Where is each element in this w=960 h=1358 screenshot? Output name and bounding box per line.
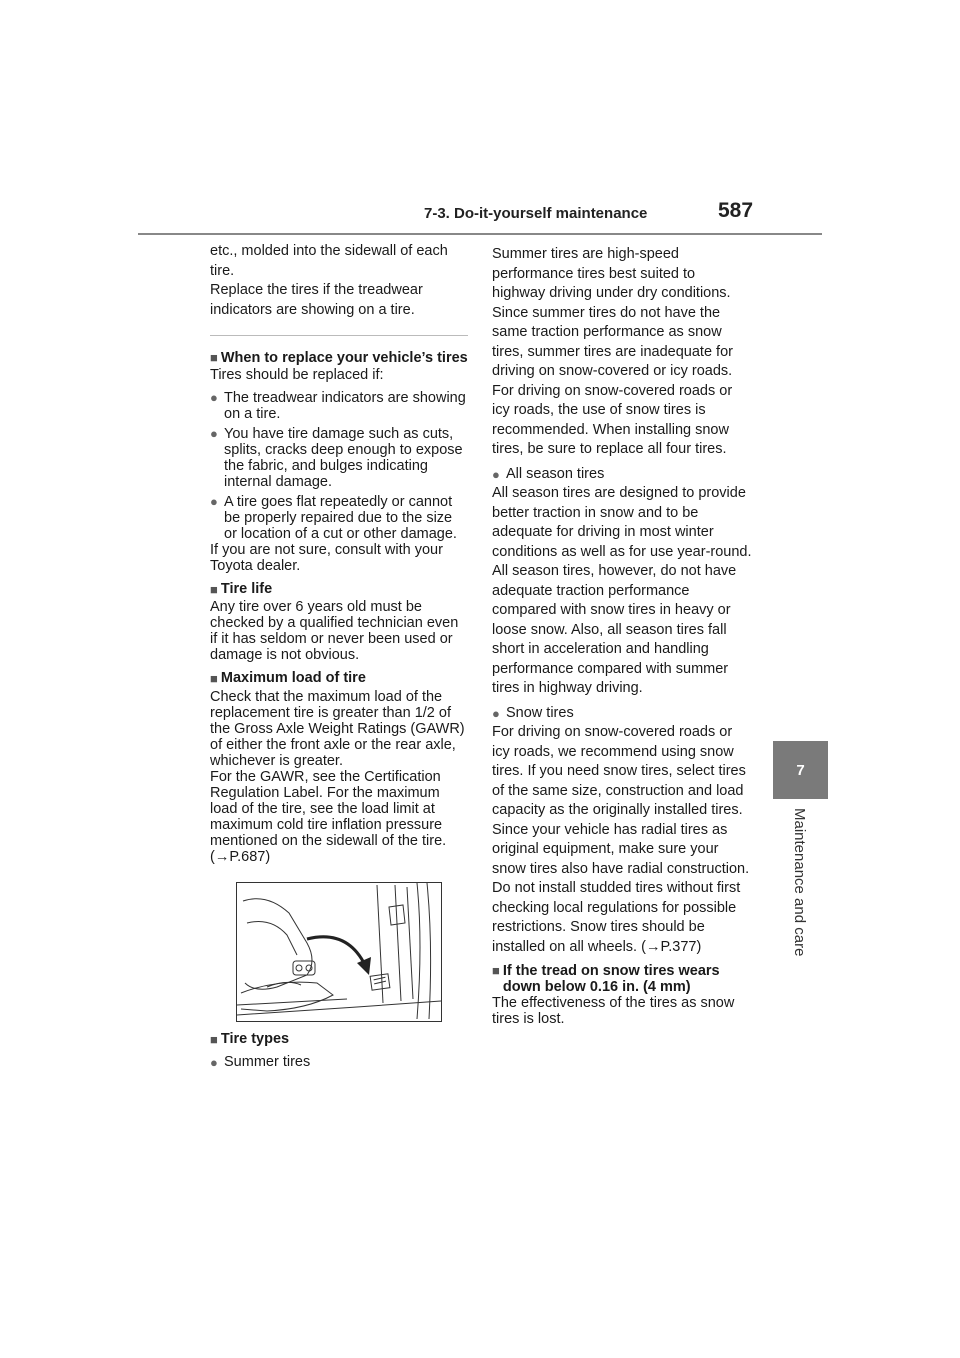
heading-text: When to replace your vehicle’s tires bbox=[220, 350, 468, 366]
heading-marker: ■ bbox=[210, 1031, 218, 1047]
heading-text: Tire life bbox=[220, 580, 273, 597]
max-load-text-1: Check that the maximum load of the replacement tire is greater than 1/2 of the Gross Axle Weight Ratings (GAWR) of either the front axle or the rear axle, whichever is greater. bbox=[210, 688, 465, 769]
tire-life-text: Any tire over 6 years old must be checked by a qualified technician even if it has seldom or never been used or damage is not obvious. bbox=[210, 599, 459, 663]
heading-text: Maximum load of tire bbox=[220, 670, 366, 686]
chapter-tab-label: Maintenance and care bbox=[791, 808, 808, 957]
heading-when-to-replace bbox=[210, 350, 468, 366]
list-item-text: Snow tires bbox=[506, 704, 574, 721]
list-item bbox=[210, 494, 468, 542]
bullet-marker: ● bbox=[492, 705, 500, 721]
replace-outro: If you are not sure, consult with your Toyota dealer. bbox=[210, 541, 443, 574]
list-item bbox=[492, 704, 752, 724]
intro-text-2: Replace the tires if the treadwear indicators are showing on a tire. bbox=[210, 282, 423, 318]
section-title: 7-3. Do-it-yourself maintenance bbox=[424, 205, 648, 222]
intro-text-1: etc., molded into the sidewall of each tire. bbox=[210, 243, 448, 279]
max-load-text-2: For the GAWR, see the Certification Regulation Label. For the maximum load of the tire, see the load limit at maximum cold tire inflation pressure mentioned on the sidewall of the tire. (→P.687) bbox=[210, 768, 447, 865]
bullet-marker: ● bbox=[210, 389, 218, 405]
list-item-text: All season tires bbox=[506, 465, 605, 482]
bullet-marker: ● bbox=[210, 493, 218, 509]
list-item bbox=[210, 426, 468, 490]
door-pillar-drawing bbox=[237, 883, 441, 1021]
list-item bbox=[492, 465, 752, 485]
snow-tires-text: For driving on snow-covered roads or icy roads, we recommend using snow tires. If you need snow tires, select tires of the same size, construction and load capacity as the originally installed tires. Since your vehicle has radial tires as original equipment, make sure your snow tires also have radial construction. Do not install studded tires without first checking local regulations for possible restrictions. Snow tires should be installed on all wheels. (→P.377) bbox=[492, 724, 750, 955]
heading-text: Tire types bbox=[220, 1030, 290, 1047]
list-item-text: You have tire damage such as cuts, splits, cracks deep enough to expose the fabric, and bulges indicating internal damage. bbox=[224, 425, 463, 490]
list-item-text: A tire goes flat repeatedly or cannot be properly repaired due to the size or location of a cut or other damage. bbox=[224, 493, 457, 542]
page-number: 587 bbox=[718, 199, 754, 222]
heading-tire-life bbox=[210, 580, 468, 600]
label-location-illustration bbox=[236, 882, 442, 1022]
snow-tread-text: The effectiveness of the tires as snow tires is lost. bbox=[492, 995, 735, 1027]
list-item-text: Summer tires bbox=[224, 1054, 311, 1070]
bullet-marker: ● bbox=[210, 425, 218, 441]
section-divider bbox=[210, 335, 468, 336]
heading-max-load bbox=[210, 669, 468, 689]
all-season-text: All season tires are designed to provide better traction in snow and to be adequate for driving in most winter conditions as well as for use year-round. All season tires, however, do not have adequate traction performance compared with snow tires in heavy or loose snow. Also, all season tires fall short in acceleration and handling performance compared with summer tires in highway driving. bbox=[492, 485, 752, 696]
heading-tire-types bbox=[210, 1030, 468, 1050]
list-item-text: The treadwear indicators are showing on a tire. bbox=[224, 389, 466, 422]
heading-marker: ■ bbox=[492, 963, 500, 978]
bullet-marker: ● bbox=[210, 1055, 218, 1070]
summer-tires-text: Summer tires are high-speed performance tires best suited to highway driving under dry conditions. Since summer tires do not have the same traction performance as snow tires, summer tires are inadequate for driving on snow-covered or icy roads. For driving on snow-covered roads or icy roads, the use of snow tires is recommended. When installing snow tires, be sure to replace all four tires. bbox=[492, 246, 733, 457]
bullet-marker: ● bbox=[492, 466, 500, 482]
header-divider bbox=[138, 233, 822, 235]
heading-snow-tread bbox=[492, 963, 752, 995]
heading-marker: ■ bbox=[210, 581, 218, 597]
list-item bbox=[210, 1053, 468, 1073]
chapter-tab-number: 7 bbox=[773, 741, 828, 799]
heading-marker: ■ bbox=[210, 350, 218, 365]
replace-intro: Tires should be replaced if: bbox=[210, 367, 384, 383]
right-column bbox=[492, 245, 752, 1027]
list-item bbox=[210, 390, 468, 422]
heading-marker: ■ bbox=[210, 671, 218, 686]
left-column bbox=[210, 242, 468, 1073]
heading-text: If the tread on snow tires wears down below 0.16 in. (4 mm) bbox=[502, 963, 720, 995]
